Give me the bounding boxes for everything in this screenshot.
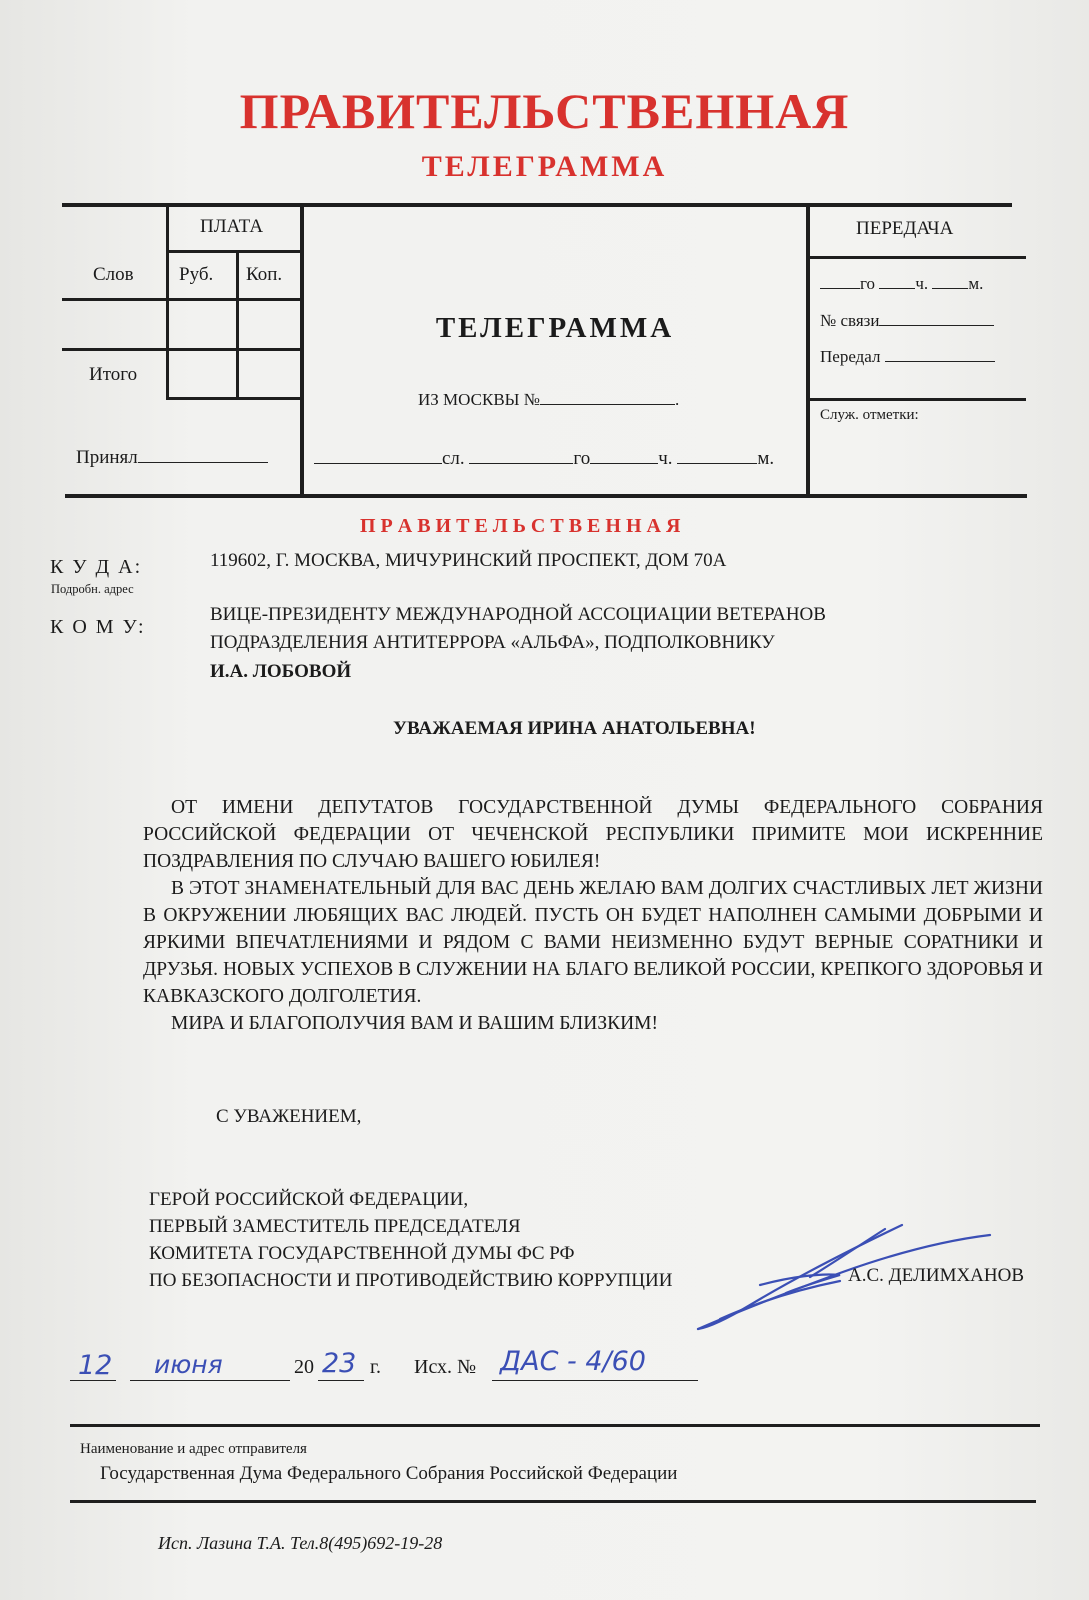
svyazi-field <box>820 311 994 331</box>
prinyal-field <box>76 444 268 469</box>
peredal-field <box>820 347 995 367</box>
sender-value: Государственная Дума Федерального Собрания Российской Федерации <box>100 1463 678 1484</box>
komu-label: К О М У: <box>50 616 146 638</box>
sender-label: Наименование и адрес отправителя <box>80 1441 307 1457</box>
kuda-value: 119602, Г. МОСКВА, МИЧУРИНСКИЙ ПРОСПЕКТ, ДОМ 70А <box>210 550 727 571</box>
date-month: июня <box>130 1350 290 1381</box>
plata-label: ПЛАТА <box>200 216 264 237</box>
signatory-title <box>149 1186 672 1294</box>
closing: С УВАЖЕНИЕМ, <box>216 1106 362 1127</box>
prinyal-label: Принял <box>76 447 138 468</box>
go-label: го <box>573 448 591 469</box>
paragraph-3: МИРА И БЛАГОПОЛУЧИЯ ВАМ И ВАШИМ БЛИЗКИМ! <box>171 1013 659 1034</box>
sender-top-rule <box>70 1424 1040 1427</box>
form-top-rule <box>62 203 1012 207</box>
date-year: 23 <box>318 1350 364 1381</box>
signatory-line-4: ПО БЕЗОПАСНОСТИ И ПРОТИВОДЕЙСТВИЮ КОРРУПЦИИ <box>149 1270 673 1291</box>
outgoing-number: ДАС - 4/60 <box>492 1346 698 1381</box>
kop-label: Коп. <box>246 264 283 285</box>
m-label: м. <box>757 448 775 469</box>
date-g: г. <box>370 1356 381 1378</box>
paragraph-2: В ЭТОТ ЗНАМЕНАТЕЛЬНЫЙ ДЛЯ ВАС ДЕНЬ ЖЕЛАЮ ВАМ ДОЛГИХ СЧАСТЛИВЫХ ЛЕТ ЖИЗНИ В ОКРУЖЕНИИ ЛЮБЯЩИХ ВАС ЛЮДЕЙ. ПУСТЬ ОН БУДЕТ НАПОЛНЕН САМЫМИ ДОБРЫМИ И ЯРКИМИ ВПЕЧАТЛЕНИЯМИ И РЯДОМ С ВАМИ НЕИЗМЕННО БУДУТ ВЕРНЫЕ СОРАТНИКИ И ДРУЗЬЯ. НОВЫХ УСПЕХОВ В СЛУЖЕНИИ НА БЛАГО ВЕЛИКОЙ РОССИИ, КРЕПКОГО ЗДОРОВЬЯ И КАВКАЗСКОГО ДОЛГОЛЕТИЯ. <box>143 878 1043 1007</box>
category-label: П Р А В И Т Е Л Ь С Т В Е Н Н А Я <box>360 515 681 537</box>
outgoing-number-label: Исх. № <box>414 1356 477 1378</box>
sender-bottom-rule <box>70 1500 1036 1503</box>
signatory-line-1: ГЕРОЙ РОССИЙСКОЙ ФЕДЕРАЦИИ, <box>149 1189 469 1210</box>
letter-body <box>143 794 1043 1037</box>
komu-name: И.А. ЛОБОВОЙ <box>210 661 352 682</box>
peredal-label: Передал <box>820 347 881 366</box>
greeting: УВАЖАЕМАЯ ИРИНА АНАТОЛЬЕВНА! <box>393 718 756 739</box>
transmit-time-field <box>314 447 774 470</box>
peredacha-label: ПЕРЕДАЧА <box>856 218 954 239</box>
date-year-prefix: 20 <box>294 1356 314 1378</box>
kuda-sub-label: Подробн. адрес <box>51 582 134 596</box>
signatory-line-3: КОМИТЕТА ГОСУДАРСТВЕННОЙ ДУМЫ ФС РФ <box>149 1243 575 1264</box>
ch-label: ч. <box>658 448 673 469</box>
form-bottom-rule <box>65 494 1027 498</box>
iz-moskvy-field: ИЗ МОСКВЫ № . <box>418 390 680 409</box>
header-subtitle: ТЕЛЕГРАММА <box>421 150 668 183</box>
executor-info: Исп. Лазина Т.А. Тел.8(495)692-19-28 <box>158 1533 443 1553</box>
svyazi-label: № связи <box>820 311 880 330</box>
sluzh-label: Служ. отметки: <box>820 407 919 423</box>
header-title: ПРАВИТЕЛЬСТВЕННАЯ <box>239 83 850 139</box>
slov-label: Слов <box>93 264 134 285</box>
komu-line-1: ВИЦЕ-ПРЕЗИДЕНТУ МЕЖДУНАРОДНОЙ АССОЦИАЦИИ ВЕТЕРАНОВ <box>210 604 826 625</box>
iz-moskvy-label: ИЗ МОСКВЫ № <box>418 390 540 409</box>
signatory-line-2: ПЕРВЫЙ ЗАМЕСТИТЕЛЬ ПРЕДСЕДАТЕЛЯ <box>149 1216 521 1237</box>
komu-line-2: ПОДРАЗДЕЛЕНИЯ АНТИТЕРРОРА «АЛЬФА», ПОДПОЛКОВНИКУ <box>210 632 775 653</box>
center-title: ТЕЛЕГРАММА <box>435 312 675 344</box>
sl-label: сл. <box>442 448 465 469</box>
signatory-name: А.С. ДЕЛИМХАНОВ <box>848 1265 1025 1286</box>
form-right-divider <box>806 203 810 498</box>
paragraph-1: ОТ ИМЕНИ ДЕПУТАТОВ ГОСУДАРСТВЕННОЙ ДУМЫ ФЕДЕРАЛЬНОГО СОБРАНИЯ РОССИЙСКОЙ ФЕДЕРАЦИИ ОТ ЧЕЧЕНСКОЙ РЕСПУБЛИКИ ПРИМИТЕ МОИ ИСКРЕННИЕ ПОЗДРАВЛЕНИЯ ПО СЛУЧАЮ ВАШЕГО ЮБИЛЕЯ! <box>143 797 1043 872</box>
date-day: 12 <box>70 1350 116 1381</box>
peredacha-time-field: го ч. м. <box>820 274 983 294</box>
kuda-label: К У Д А: <box>50 556 143 578</box>
rub-label: Руб. <box>179 264 214 285</box>
itogo-label: Итого <box>89 364 138 385</box>
